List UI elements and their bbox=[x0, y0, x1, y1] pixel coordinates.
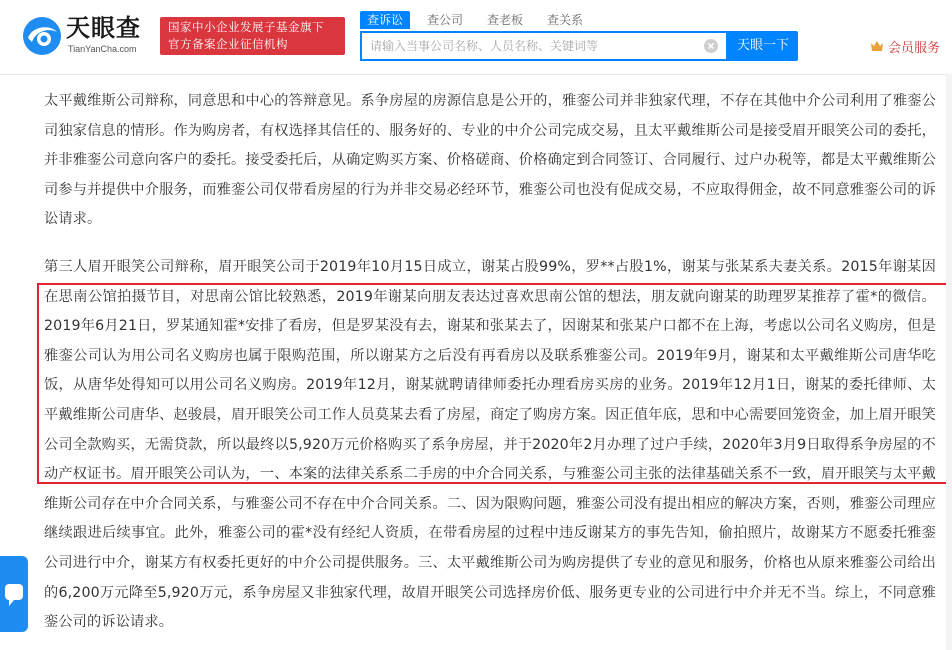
floating-side-tab[interactable] bbox=[0, 556, 28, 632]
logo-domain: TianYanCha.com bbox=[68, 44, 137, 54]
badge-line-2: 官方备案企业征信机构 bbox=[168, 37, 288, 51]
clear-icon[interactable] bbox=[704, 39, 718, 53]
tab-boss[interactable]: 查老板 bbox=[487, 13, 524, 27]
tab-relation[interactable]: 查关系 bbox=[547, 13, 584, 27]
crown-icon bbox=[870, 39, 884, 53]
member-service-label: 会员服务 bbox=[888, 40, 941, 56]
scrollbar[interactable] bbox=[946, 74, 952, 650]
tab-lawsuit[interactable]: 查诉讼 bbox=[360, 11, 410, 29]
paragraph-third-party-statement: 第三人眉开眼笑公司辩称，眉开眼笑公司于2019年10月15日成立，谢某占股99%，罗**占股1%，谢某与张某系夫妻关系。2015年谢某因在思南公馆拍摄节目，对思南公馆比较熟悉，2019年谢某向朋友表达过喜欢思南公馆的想法，朋友就向谢某的助理罗某推荐了霍*的微信。2019年6月21日，罗某通知霍*安排了看房，但是罗某没有去，谢某和张某去了，因谢某和张某户口都不在上海，考虑以公司名义购房，但是雅銮公司认为用公司名义购房也属于限购范围，所以谢某方之后没有再看房以及联系雅銮公司。2019年9月，谢某和太平戴维斯公司唐华吃饭，从唐华处得知可以用公司名义购房。2019年12月，谢某就聘请律师委托办理看房买房的业务。2019年12月1日，谢某的委托律师、太平戴维斯公司唐华、赵骏晨，眉开眼笑公司工作人员莫某去看了房屋，商定了购房方案。因正值年底，思和中心需要回笼资金，加上眉开眼笑公司全款购买，无需贷款，所以最终以5,920万元价格购买了系争房屋，并于2020年2月办理了过户手续，2020年3月9日取得系争房屋的不动产权证书。眉开眼笑公司认为，一、本案的法律关系系二手房的中介合同关系，与雅銮公司主张的法律基础关系不一致，眉开眼笑与太平戴维斯公司存在中介合同关系，与雅銮公司不存在中介合同关系。二、因为限购问题，雅銮公司没有提出相应的解决方案，否则，雅銮公司理应继续跟进后续事宜。此外，雅銮公司的霍*没有经纪人资质，在带看房屋的过程中违反谢某方的事先告知，偷拍照片，故谢某方不愿委托雅銮公司进行中介，谢某方有权委托更好的中介公司提供服务。三、太平戴维斯公司为购房提供了专业的意见和服务，价格也从原来雅銮公司给出的6,200万元降至5,920万元，系争房屋又非独家代理，故眉开眼笑公司选择房价低、服务更专业的公司进行中介并无不当。综上，不同意雅銮公司的诉讼请求。 bbox=[44, 259, 936, 631]
official-badge bbox=[160, 17, 345, 55]
search-button[interactable]: 天眼一下 bbox=[728, 31, 798, 61]
tab-company[interactable]: 查公司 bbox=[427, 13, 464, 27]
search-tabs bbox=[360, 11, 600, 29]
badge-line-1: 国家中小企业发展子基金旗下 bbox=[168, 20, 324, 34]
search-box bbox=[360, 31, 728, 61]
chat-bubble-icon bbox=[0, 556, 28, 632]
member-service-link[interactable] bbox=[870, 36, 940, 56]
paragraph-defendant-statement: 太平戴维斯公司辩称，同意思和中心的答辩意见。系争房屋的房源信息是公开的，雅銮公司并非独家代理，不存在其他中介公司利用了雅銮公司独家信息的情形。作为购房者，有权选择其信任的、服务好的、专业的中介公司完成交易，且太平戴维斯公司是接受眉开眼笑公司的委托，并非雅銮公司意向客户的委托。接受委托后，从确定购买方案、价格磋商、价格确定到合同签订、合同履行、过户办税等，都是太平戴维斯公司参与并提供中介服务，而雅銮公司仅带看房屋的行为并非交易必经环节，雅銮公司也没有促成交易，不应取得佣金，故不同意雅銮公司的诉讼请求。 bbox=[44, 93, 936, 228]
top-header bbox=[0, 0, 952, 75]
tianyancha-logo-icon[interactable] bbox=[22, 16, 62, 56]
logo-title[interactable]: 天眼查 bbox=[66, 14, 141, 42]
search-input[interactable] bbox=[362, 33, 710, 59]
